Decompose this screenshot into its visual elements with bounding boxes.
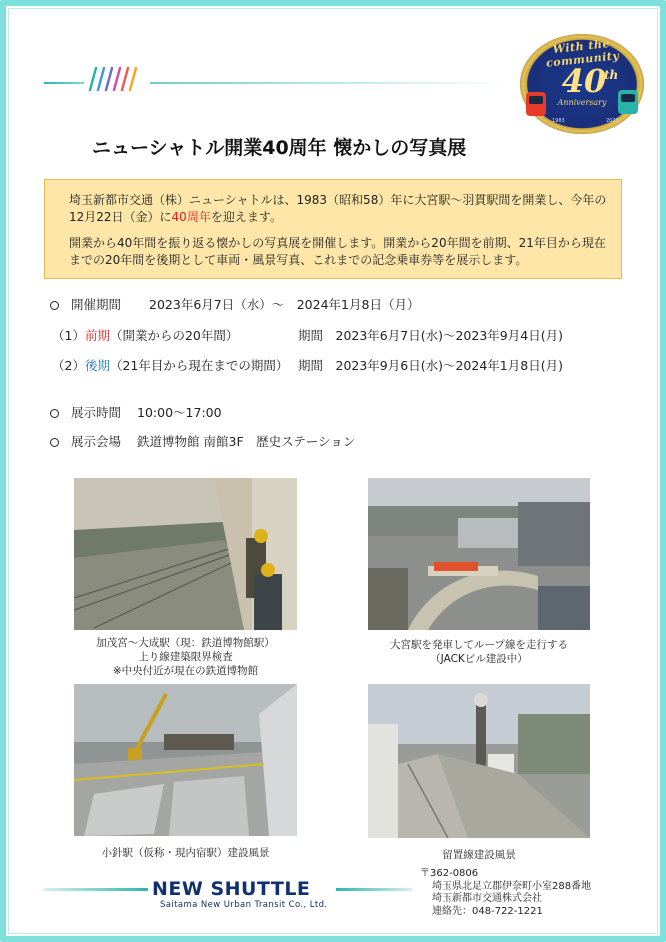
venue-label: 展示会場 [71,434,122,449]
caption-line: 留置線建設風景 [442,849,516,861]
street-address: 埼玉県北足立郡伊奈町小室288番地 [432,880,592,892]
first-term-num: （1） [52,328,85,343]
anniversary-badge [520,34,644,134]
footer-rule-right [336,888,412,891]
second-term-name: 後期 [84,358,110,373]
circle-bullet-icon [50,301,59,310]
badge-year-left: 1983 [552,118,565,124]
hours-label: 展示時間 [71,405,122,420]
caption-line: 加茂宮～大成駅（現：鉄道博物館駅） [96,637,275,649]
footer-rule-left [44,888,148,891]
header-rule-right [150,82,510,84]
photo-caption-1 [74,636,297,678]
second-term-num: （2） [52,358,85,373]
second-term-row [52,356,288,374]
intro-paragraph-1 [69,192,607,226]
intro-highlight: 40周年 [171,210,211,224]
badge-suffix: th [604,68,619,82]
caption-line: 小針駅（仮称・現内宿駅）建設風景 [101,847,270,859]
hours-row [50,403,222,421]
badge-arc-text: With the community [545,37,620,70]
train-icon-teal [618,90,638,114]
header-rule-left [44,82,84,84]
photo-omiya-loop-line [368,478,590,630]
hours-value: 10:00～17:00 [137,405,222,420]
first-term-row [52,326,238,344]
second-term-desc: （21年目から現在までの期間） [109,358,289,373]
photo-caption-4 [368,848,590,862]
venue-row [50,432,355,450]
schedule-value: 2023年6月7日（水）～ 2024年1月8日（月） [149,297,420,312]
photo-caption-3 [74,846,297,860]
train-icon-red [526,92,546,116]
first-term-name: 前期 [84,328,110,343]
photo-storage-track-construction [368,684,590,838]
badge-year-right: 2023 [606,118,619,124]
intro-paragraph-2: 開業から40年間を振り返る懐かしの写真展を開催します。開業から20年間を前期、21年目から現在までの20年間を後期として車両・風景写真、これまでの記念乗車券等を展示します。 [69,236,606,267]
address-block [420,868,591,918]
badge-number: 40 [561,62,607,100]
first-term-desc: （開業からの20年間） [109,328,239,343]
schedule-row [50,295,419,313]
photo-caption-2 [368,638,590,666]
circle-bullet-icon [50,409,59,418]
company-name: 埼玉新都市交通株式会社 [432,893,542,904]
intro-box [44,179,622,279]
schedule-label: 開催期間 [71,297,122,312]
caption-line: 上り線建築限界検査 [138,651,233,663]
stripe-logo-mark [84,60,148,96]
caption-line: ※中央付近が現在の鉄道博物館 [112,665,259,677]
first-term-period: 期間 2023年6月7日(水)～2023年9月4日(月) [298,328,563,343]
company-english-name: Saitama New Urban Transit Co., Ltd. [160,900,328,910]
caption-line: （JACKビル建設中） [430,653,528,665]
intro-text-a: 埼玉新都市交通（株）ニューシャトルは、1983（昭和58）年に大宮駅～羽貫駅間を開業し、今年の12月22日（金）に [69,193,607,224]
second-term-period: 期間 2023年9月6日(水)～2024年1月8日(月) [298,358,563,373]
photo-kohari-construction [74,684,297,836]
postal-code: 〒362-0806 [420,868,479,879]
venue-value: 鉄道博物館 南館3F 歴史ステーション [137,434,356,449]
intro-text-b: を迎えます。 [210,210,282,224]
caption-line: 大宮駅を発車してループ線を走行する [390,639,568,651]
circle-bullet-icon [50,438,59,447]
contact-phone: 連絡先：048-722-1221 [432,905,543,917]
page-title: ニューシャトル開業40周年 懐かしの写真展 [92,137,467,159]
new-shuttle-logo: NEW SHUTTLE [152,878,311,900]
photo-kamonomiya-track-inspection [74,478,297,630]
badge-subtitle: Anniversary [557,98,607,107]
